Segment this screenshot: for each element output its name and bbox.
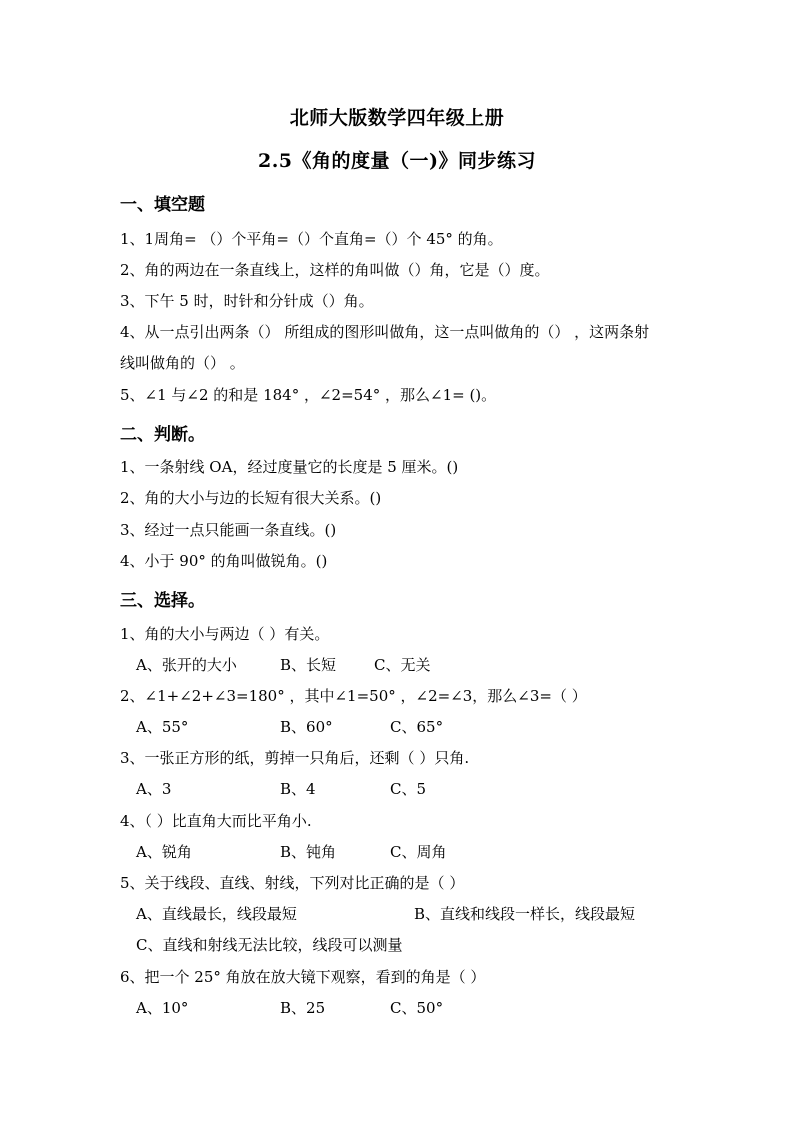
question-choice-6: 6、把一个 25° 角放在放大镜下观察，看到的角是（ ）	[120, 968, 486, 986]
choice-5-option-c: C、直线和射线无法比较，线段可以测量	[136, 936, 403, 954]
choice-2-option-a: A、55°	[136, 718, 189, 736]
choice-6-option-a: A、10°	[136, 999, 189, 1017]
question-choice-4: 4、（ ）比直角大而比平角小.	[120, 812, 312, 830]
choice-5-option-b: B、直线和线段一样长，线段最短	[414, 905, 636, 923]
choice-4-option-b: B、钝角	[280, 843, 337, 861]
choice-3-option-b: B、4	[280, 780, 316, 798]
question-judge-1: 1、一条射线 OA，经过度量它的长度是 5 厘米。()	[120, 458, 459, 476]
choice-2-option-b: B、60°	[280, 718, 333, 736]
choice-1-option-a: A、张开的大小	[136, 656, 237, 674]
choice-3-option-c: C、5	[390, 780, 427, 798]
question-fill-4-continued: 线叫做角的（） 。	[120, 354, 245, 372]
section-heading-fill-in: 一、填空题	[120, 195, 205, 215]
question-fill-1: 1、1周角= （）个平角=（）个直角=（）个 45° 的角。	[120, 230, 503, 248]
choice-5-option-a: A、直线最长，线段最短	[136, 905, 297, 923]
question-fill-3: 3、下午 5 时，时针和分针成（）角。	[120, 292, 374, 310]
question-judge-3: 3、经过一点只能画一条直线。()	[120, 521, 337, 539]
choice-4-option-c: C、周角	[390, 843, 447, 861]
question-judge-2: 2、角的大小与边的长短有很大关系。()	[120, 489, 382, 507]
choice-3-option-a: A、3	[136, 780, 172, 798]
question-fill-2: 2、角的两边在一条直线上，这样的角叫做（）角，它是（）度。	[120, 261, 550, 279]
page-title: 北师大版数学四年级上册	[289, 107, 505, 129]
question-judge-4: 4、小于 90° 的角叫做锐角。()	[120, 552, 328, 570]
choice-6-option-c: C、50°	[390, 999, 444, 1017]
question-choice-1: 1、角的大小与两边（ ）有关。	[120, 625, 330, 643]
question-choice-3: 3、一张正方形的纸，剪掉一只角后，还剩（ ）只角.	[120, 749, 470, 767]
section-heading-judge: 二、判断。	[120, 425, 205, 445]
choice-4-option-a: A、锐角	[136, 843, 192, 861]
choice-2-option-c: C、65°	[390, 718, 444, 736]
question-choice-2: 2、∠1+∠2+∠3=180° ，其中∠1=50° ，∠2=∠3，那么∠3=（ ）	[120, 687, 587, 705]
section-heading-choice: 三、选择。	[120, 591, 205, 611]
choice-1-option-b: B、长短	[280, 656, 337, 674]
choice-6-option-b: B、25	[280, 999, 326, 1017]
choice-1-option-c: C、无关	[374, 656, 431, 674]
question-choice-5: 5、关于线段、直线、射线，下列对比正确的是（ ）	[120, 874, 465, 892]
question-fill-5: 5、∠1 与∠2 的和是 184° ，∠2=54° ，那么∠1= ()。	[120, 386, 497, 404]
question-fill-4: 4、从一点引出两条（） 所组成的图形叫做角，这一点叫做角的（） ，这两条射	[120, 323, 650, 341]
page-subtitle: 2.5《角的度量（一)》同步练习	[257, 150, 537, 172]
